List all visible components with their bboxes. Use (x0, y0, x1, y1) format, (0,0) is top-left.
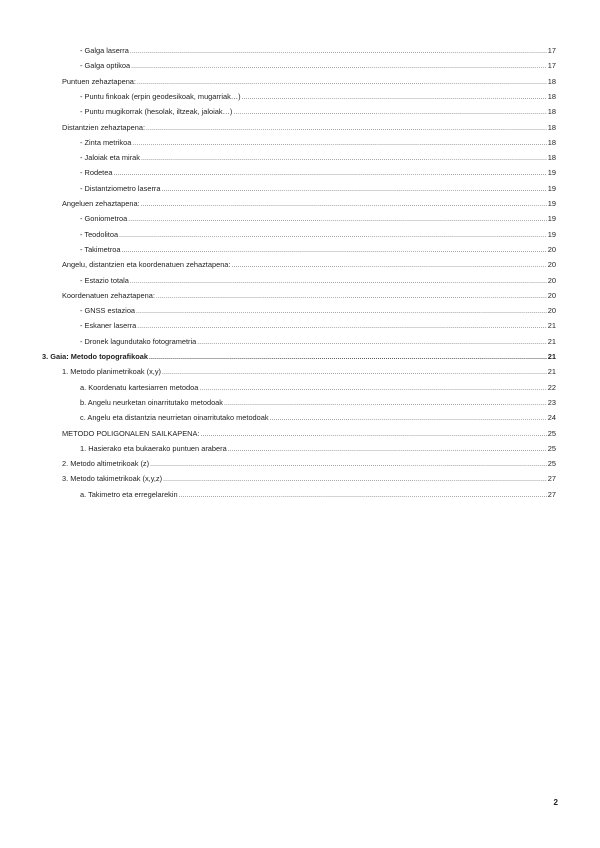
toc-leader-dots (228, 445, 547, 455)
toc-entry-title: - Estazio totala (80, 275, 129, 285)
toc-entry[interactable] (80, 107, 556, 117)
toc-entry-page: 19 (547, 168, 556, 178)
toc-entry-title: 1. Metodo planimetrikoak (x,y) (62, 367, 161, 377)
toc-entry-title: Puntuen zehaztapena: (62, 76, 136, 86)
toc-leader-dots (132, 139, 546, 149)
toc-entry-title: - Rodetea (80, 168, 113, 178)
toc-entry[interactable] (80, 46, 556, 56)
toc-leader-dots (162, 185, 547, 195)
toc-entry-title: - GNSS estazioa (80, 306, 136, 316)
toc-entry[interactable] (80, 92, 556, 102)
toc-entry-title: - Zinta metrikoa (80, 137, 132, 147)
toc-entry[interactable] (42, 352, 556, 362)
toc-entry[interactable] (80, 214, 556, 224)
toc-entry[interactable] (62, 77, 556, 87)
toc-leader-dots (200, 430, 546, 440)
toc-leader-dots (150, 460, 547, 470)
toc-entry-title: 1. Hasierako eta bukaerako puntuen arabera (80, 443, 227, 453)
toc-entry-title: Angeluen zehaztapena: (62, 199, 140, 208)
toc-entry-page: 20 (547, 290, 556, 300)
toc-entry-title: 3. Metodo takimetrikoak (x,y,z) (62, 474, 163, 484)
toc-entry[interactable] (80, 153, 556, 163)
toc-leader-dots (179, 491, 547, 501)
toc-entry-title: - Takimetroa (80, 244, 121, 254)
toc-leader-dots (130, 277, 547, 287)
toc-entry-page: 21 (547, 336, 556, 346)
toc-entry-title: Koordenatuen zehaztapena: (62, 290, 155, 300)
toc-entry-title: c. Angelu eta distantzia neurrietan oinarritutako metodoak (80, 413, 269, 423)
toc-entry-page: 20 (547, 306, 556, 316)
toc-entry[interactable] (80, 230, 556, 240)
toc-leader-dots (113, 169, 546, 179)
toc-entry[interactable] (80, 184, 556, 194)
toc-leader-dots (149, 353, 547, 363)
toc-leader-dots (137, 78, 547, 88)
toc-entry-title: 3. Gaia: Metodo topografikoak (42, 352, 148, 361)
toc-leader-dots (242, 93, 547, 103)
toc-entry-title: Distantzien zehaztapena: (62, 122, 145, 132)
toc-entry[interactable] (80, 276, 556, 286)
toc-leader-dots (131, 62, 547, 72)
toc-entry[interactable] (80, 413, 556, 423)
toc-entry-page: 20 (547, 244, 556, 254)
toc-leader-dots (162, 368, 547, 378)
toc-leader-dots (141, 200, 547, 210)
toc-entry-title: a. Takimetro eta erregelarekin (80, 489, 178, 499)
toc-entry-page: 24 (547, 413, 556, 423)
toc-entry-page: 18 (547, 122, 556, 132)
toc-leader-dots (141, 154, 547, 164)
toc-entry[interactable] (62, 291, 556, 301)
toc-leader-dots (137, 322, 546, 332)
toc-entry-page: 25 (547, 428, 556, 438)
toc-entry[interactable] (80, 383, 556, 393)
toc-entry[interactable] (62, 459, 556, 469)
toc-entry[interactable] (62, 123, 556, 133)
toc-entry-page: 20 (547, 275, 556, 285)
toc-entry[interactable] (62, 429, 556, 439)
toc-entry-page: 19 (547, 183, 556, 193)
toc-leader-dots (122, 246, 547, 256)
toc-entry[interactable] (80, 398, 556, 408)
toc-entry-title: 2. Metodo altimetrikoak (z) (62, 459, 150, 469)
toc-entry-page: 27 (547, 489, 556, 499)
toc-entry-page: 19 (547, 229, 556, 239)
toc-entry[interactable] (80, 321, 556, 331)
toc-entry-page: 19 (547, 199, 556, 208)
toc-leader-dots (146, 124, 547, 134)
toc-entry-title: - Goniometroa (80, 214, 128, 224)
toc-entry[interactable] (80, 168, 556, 178)
toc-entry-page: 18 (547, 153, 556, 163)
toc-leader-dots (199, 384, 546, 394)
toc-leader-dots (156, 292, 547, 302)
toc-entry-page: 21 (547, 367, 556, 377)
toc-entry-page: 18 (547, 76, 556, 86)
toc-entry-title: - Dronek lagundutako fotogrametria (80, 336, 197, 346)
toc-entry-page: 18 (547, 91, 556, 101)
toc-entry-page: 19 (547, 214, 556, 224)
toc-entry-page: 18 (547, 107, 556, 117)
toc-entry[interactable] (80, 61, 556, 71)
toc-entry-page: 27 (547, 474, 556, 484)
toc-entry[interactable] (80, 444, 556, 454)
toc-entry-title: - Jaloiak eta mirak (80, 153, 140, 163)
toc-entry[interactable] (80, 138, 556, 148)
toc-leader-dots (233, 108, 546, 118)
toc-entry[interactable] (62, 367, 556, 377)
toc-entry-page: 20 (547, 260, 556, 270)
toc-leader-dots (128, 215, 547, 225)
toc-leader-dots (163, 475, 547, 485)
toc-leader-dots (197, 338, 547, 348)
toc-entry-title: - Galga optikoa (80, 61, 131, 71)
toc-entry[interactable] (80, 306, 556, 316)
toc-entry-title: b. Angelu neurketan oinarritutako metodoak (80, 397, 223, 407)
toc-entry-title: - Puntu finkoak (erpin geodesikoak, mugarriak…) (80, 91, 241, 101)
toc-entry-page: 17 (547, 61, 556, 71)
toc-entry-page: 25 (547, 459, 556, 469)
toc-entry-page: 21 (547, 352, 556, 361)
toc-entry-page: 21 (547, 321, 556, 331)
toc-entry-page: 18 (547, 137, 556, 147)
toc-leader-dots (270, 414, 547, 424)
toc-entry-title: - Distantziometro laserra (80, 183, 161, 193)
toc-entry[interactable] (62, 260, 556, 270)
toc-entry-page: 17 (547, 46, 556, 55)
page-number: 2 (553, 798, 558, 807)
toc-entry-page: 22 (547, 382, 556, 392)
toc-entry-title: METODO POLIGONALEN SAILKAPENA: (62, 428, 200, 438)
toc-leader-dots (130, 47, 547, 57)
toc-entry[interactable] (80, 245, 556, 255)
toc-entry-title: a. Koordenatu kartesiarren metodoa (80, 382, 199, 392)
toc-entry-title: - Galga laserra (80, 46, 129, 55)
toc-leader-dots (119, 231, 547, 241)
toc-leader-dots (231, 261, 546, 271)
toc-entry-title: - Puntu mugikorrak (hesolak, iltzeak, jaloiak…) (80, 107, 233, 117)
toc-entry[interactable] (80, 490, 556, 500)
toc-entry-title: - Eskaner laserra (80, 321, 137, 331)
toc-leader-dots (224, 399, 547, 409)
toc-entry-page: 25 (547, 443, 556, 453)
toc-entry[interactable] (62, 199, 556, 209)
toc-entry[interactable] (62, 474, 556, 484)
toc-leader-dots (136, 307, 547, 317)
toc-entry-title: Angelu, distantzien eta koordenatuen zehaztapena: (62, 260, 231, 270)
toc-entry-page: 23 (547, 397, 556, 407)
toc-entry[interactable] (80, 337, 556, 347)
toc-entry-title: - Teodolitoa (80, 229, 119, 239)
